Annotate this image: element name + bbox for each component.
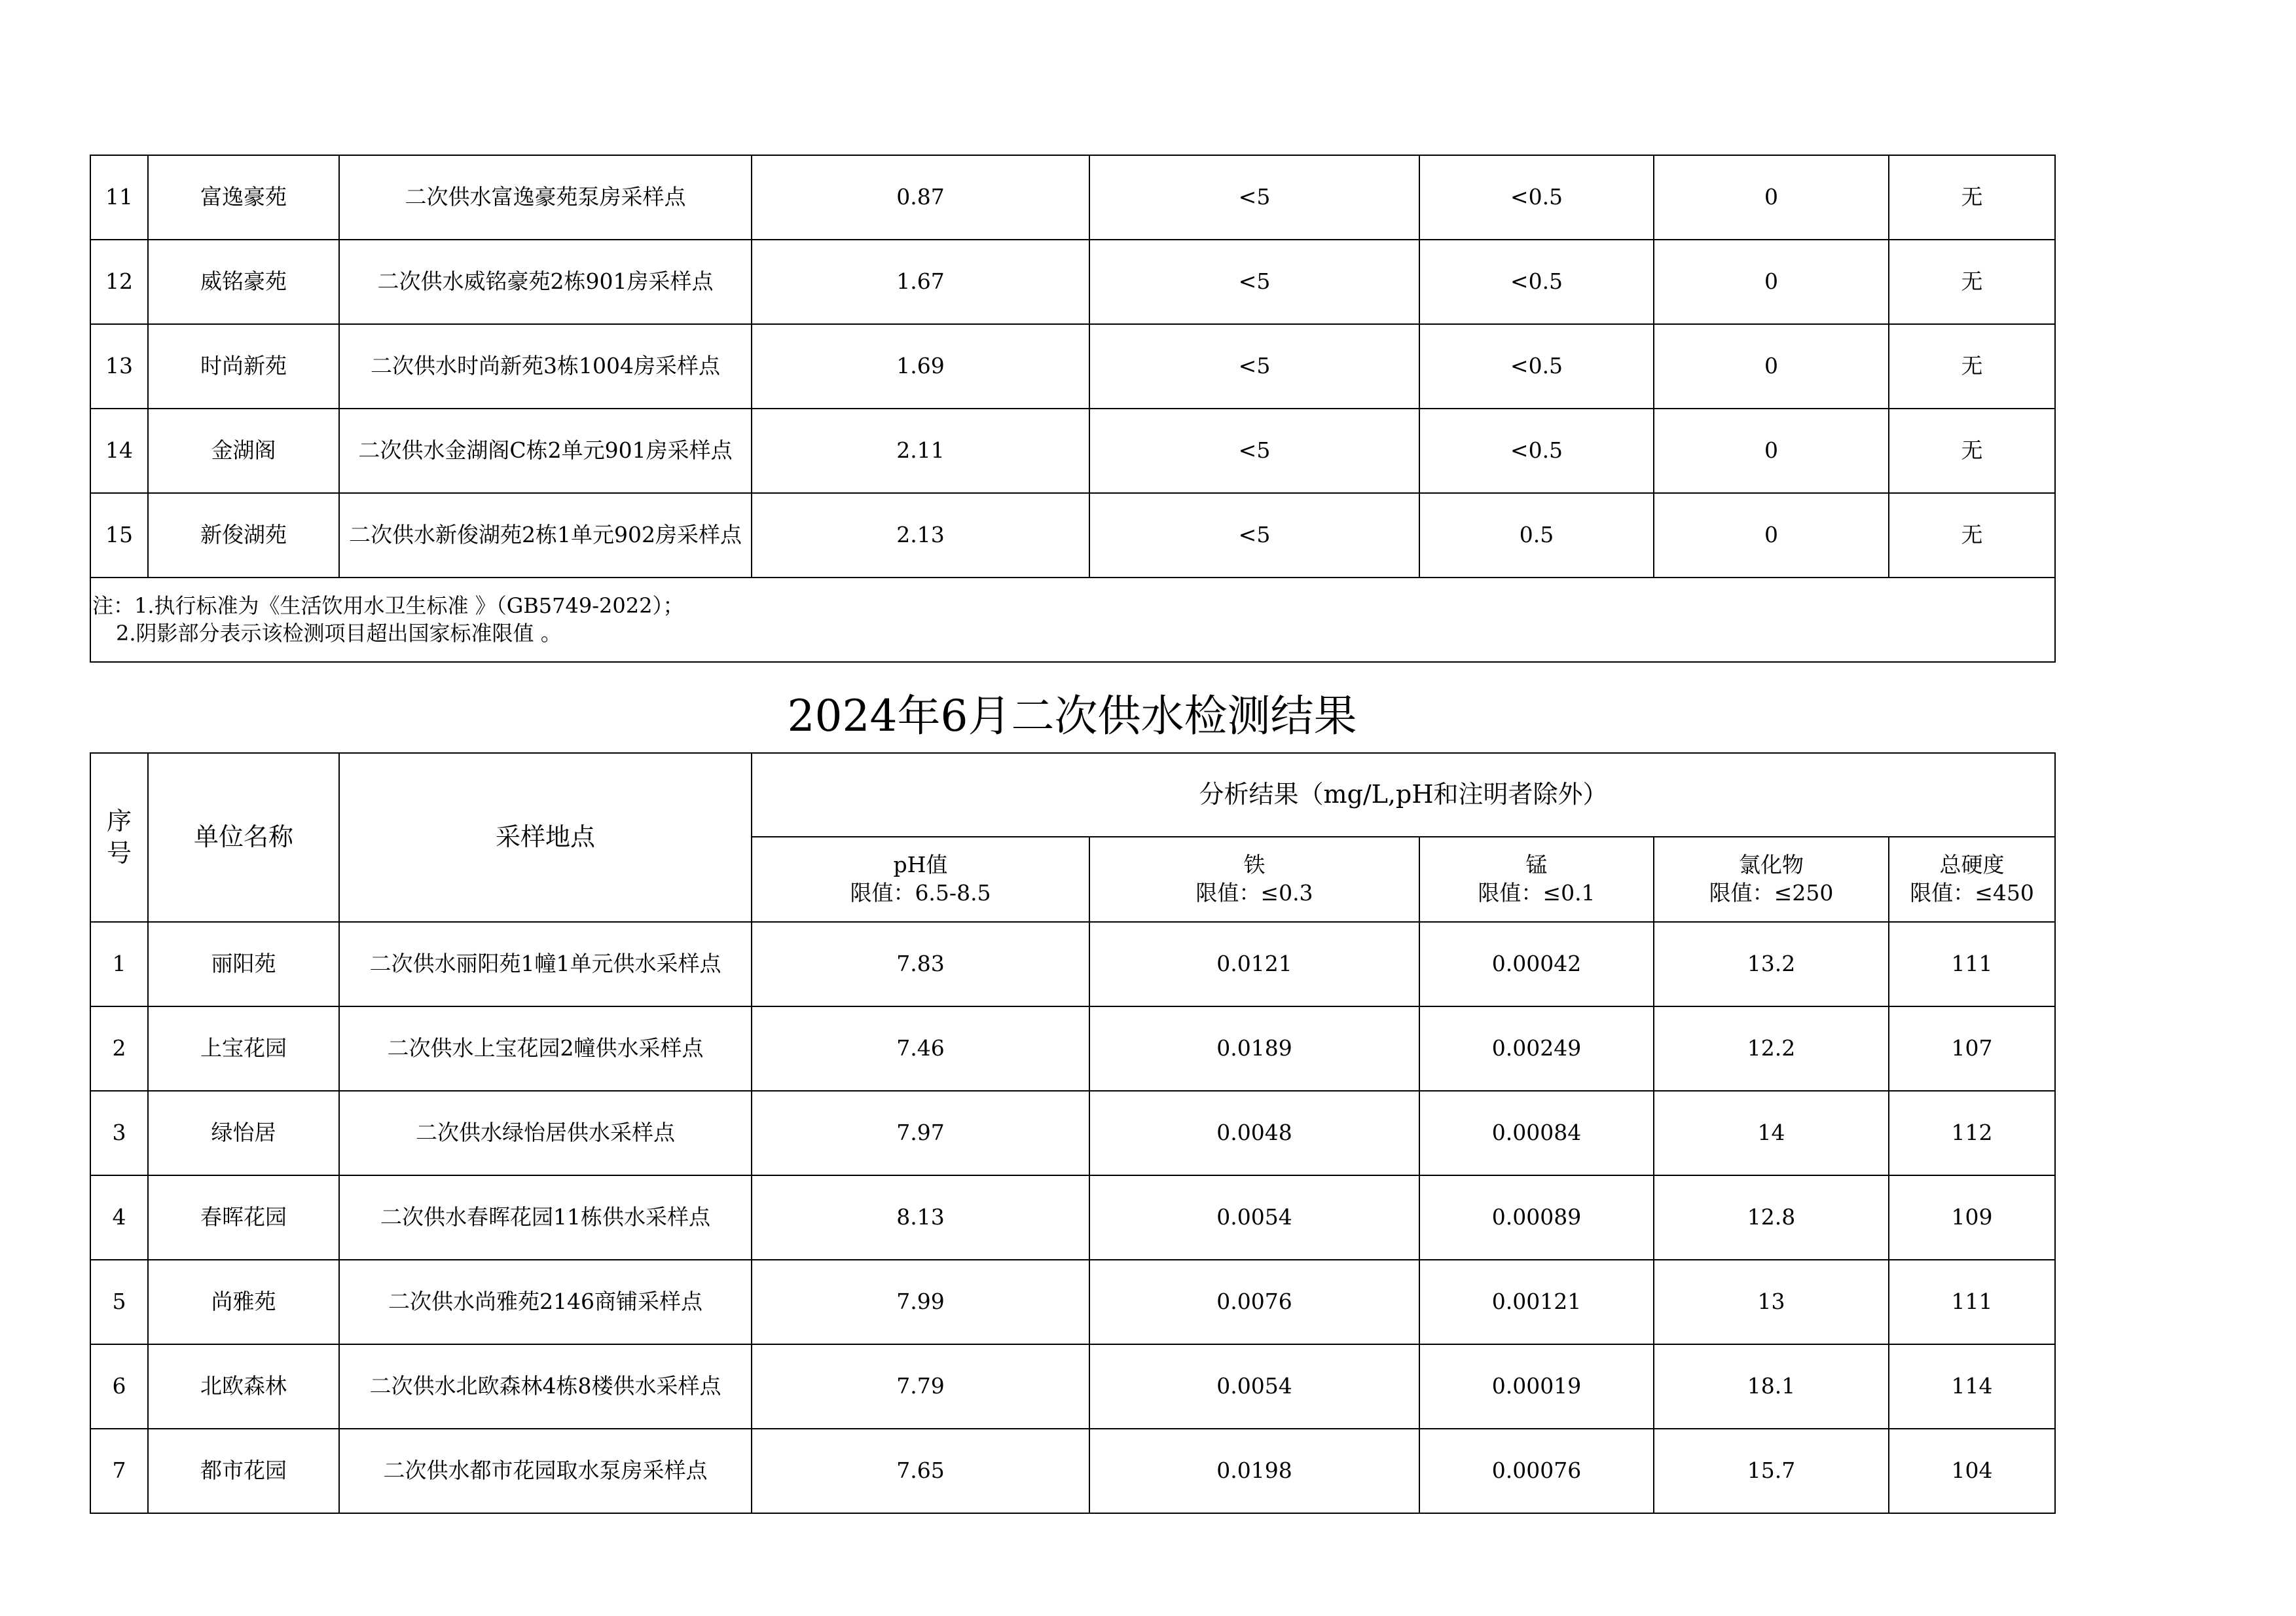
table-cell: 7 (90, 1429, 148, 1513)
col-limit: 限值：≤250 (1709, 880, 1834, 906)
table-cell: 0.00019 (1419, 1344, 1654, 1429)
table-cell: 7.79 (752, 1344, 1089, 1429)
table-cell: 时尚新苑 (148, 324, 339, 409)
table-cell: 7.65 (752, 1429, 1089, 1513)
table-cell: 0.00089 (1419, 1175, 1654, 1260)
table-row (90, 1091, 2055, 1175)
col-name: 氯化物 (1739, 852, 1804, 878)
table-cell: 107 (1889, 1006, 2055, 1091)
table-row (90, 1260, 2055, 1344)
table-cell: 春晖花园 (148, 1175, 339, 1260)
table-cell: 0.0189 (1089, 1006, 1419, 1091)
table-cell: 13 (90, 324, 148, 409)
table-cell: 金湖阁 (148, 409, 339, 493)
header-unit: 单位名称 (148, 753, 339, 922)
table-cell: 0.00084 (1419, 1091, 1654, 1175)
table-cell: 上宝花园 (148, 1006, 339, 1091)
table-cell: 0.00076 (1419, 1429, 1654, 1513)
table-cell: 7.99 (752, 1260, 1089, 1344)
table-cell: 0.0121 (1089, 922, 1419, 1006)
table-cell: <5 (1089, 493, 1419, 578)
table-cell: 14 (1654, 1091, 1889, 1175)
table-cell: 14 (90, 409, 148, 493)
table-cell: 1.67 (752, 240, 1089, 324)
table-cell: 尚雅苑 (148, 1260, 339, 1344)
header-col (1089, 837, 1419, 922)
table-cell: 0 (1654, 493, 1889, 578)
table-cell: 12.8 (1654, 1175, 1889, 1260)
table-cell: <5 (1089, 155, 1419, 240)
table-row (90, 240, 2055, 324)
table-cell: 104 (1889, 1429, 2055, 1513)
col-name: 总硬度 (1939, 852, 2005, 878)
table-cell: 2.13 (752, 493, 1089, 578)
note-1: 注：1.执行标准为《生活饮用水卫生标准 》（GB5749-2022）； (92, 593, 684, 618)
table-cell: 0.00249 (1419, 1006, 1654, 1091)
table-cell: 0.87 (752, 155, 1089, 240)
table-cell: 7.97 (752, 1091, 1089, 1175)
table-cell: 富逸豪苑 (148, 155, 339, 240)
table-cell: 12 (90, 240, 148, 324)
header-location: 采样地点 (339, 753, 752, 922)
table-cell: 0 (1654, 409, 1889, 493)
table-cell: <0.5 (1419, 240, 1654, 324)
col-limit: 限值：≤0.3 (1195, 880, 1313, 906)
table-cell: 7.46 (752, 1006, 1089, 1091)
table-cell: 0.0054 (1089, 1175, 1419, 1260)
table-row (90, 409, 2055, 493)
table-cell: 0.0048 (1089, 1091, 1419, 1175)
table-cell: <5 (1089, 324, 1419, 409)
table-cell: 无 (1889, 409, 2055, 493)
table-cell: 二次供水金湖阁C栋2单元901房采样点 (339, 409, 752, 493)
table-cell: 111 (1889, 922, 2055, 1006)
col-limit: 限值：6.5-8.5 (850, 880, 991, 906)
table-cell: 都市花园 (148, 1429, 339, 1513)
table-cell: 7.83 (752, 922, 1089, 1006)
table-cell: 13.2 (1654, 922, 1889, 1006)
table-cell: 5 (90, 1260, 148, 1344)
table-cell: 4 (90, 1175, 148, 1260)
table-cell: 威铭豪苑 (148, 240, 339, 324)
table-cell: <5 (1089, 240, 1419, 324)
header-analysis: 分析结果（mg/L,pH和注明者除外） (752, 753, 2055, 837)
note-2: 2.阴影部分表示该检测项目超出国家标准限值 。 (116, 620, 562, 646)
table-cell: <0.5 (1419, 324, 1654, 409)
table-cell: 0.5 (1419, 493, 1654, 578)
table-cell: 1 (90, 922, 148, 1006)
col-name: 锰 (1525, 852, 1548, 878)
table-cell: 0 (1654, 324, 1889, 409)
header-col (1419, 837, 1654, 922)
table-row (90, 1429, 2055, 1513)
table-row (90, 1175, 2055, 1260)
page-title: 2024年6月二次供水检测结果 (787, 691, 1357, 741)
table-cell: 二次供水北欧森林4栋8楼供水采样点 (339, 1344, 752, 1429)
table-cell: 6 (90, 1344, 148, 1429)
table-cell: 二次供水新俊湖苑2栋1单元902房采样点 (339, 493, 752, 578)
table-cell: 11 (90, 155, 148, 240)
col-limit: 限值：≤0.1 (1478, 880, 1595, 906)
table-cell: 0.0054 (1089, 1344, 1419, 1429)
table-cell: <0.5 (1419, 409, 1654, 493)
table-cell: 二次供水尚雅苑2146商铺采样点 (339, 1260, 752, 1344)
table-cell: 二次供水都市花园取水泵房采样点 (339, 1429, 752, 1513)
table-cell: 无 (1889, 240, 2055, 324)
table-cell: 丽阳苑 (148, 922, 339, 1006)
header-seq: 序号 (90, 753, 148, 922)
table-cell: 12.2 (1654, 1006, 1889, 1091)
table-cell: 0.0198 (1089, 1429, 1419, 1513)
table-cell: 15 (90, 493, 148, 578)
table-row (90, 922, 2055, 1006)
table-cell: 二次供水时尚新苑3栋1004房采样点 (339, 324, 752, 409)
table-cell: 无 (1889, 493, 2055, 578)
table-cell: 111 (1889, 1260, 2055, 1344)
table-cell: 112 (1889, 1091, 2055, 1175)
table-cell: 二次供水威铭豪苑2栋901房采样点 (339, 240, 752, 324)
table-cell: 3 (90, 1091, 148, 1175)
table-cell: 2 (90, 1006, 148, 1091)
table-cell: 0 (1654, 155, 1889, 240)
table-cell: 15.7 (1654, 1429, 1889, 1513)
table-cell: 8.13 (752, 1175, 1089, 1260)
results-table (90, 752, 2056, 1514)
col-limit: 限值：≤450 (1910, 880, 2034, 906)
col-name: pH值 (893, 852, 948, 878)
notes-cell (90, 578, 2055, 662)
table-cell: 二次供水富逸豪苑泵房采样点 (339, 155, 752, 240)
table-cell: 0 (1654, 240, 1889, 324)
table-cell: 0.0076 (1089, 1260, 1419, 1344)
table-cell: 1.69 (752, 324, 1089, 409)
table-cell: 114 (1889, 1344, 2055, 1429)
header-col (1889, 837, 2055, 922)
table-cell: 2.11 (752, 409, 1089, 493)
table-cell: 北欧森林 (148, 1344, 339, 1429)
table-row (90, 324, 2055, 409)
table-cell: <5 (1089, 409, 1419, 493)
table-cell: 二次供水上宝花园2幢供水采样点 (339, 1006, 752, 1091)
table-cell: 二次供水绿怡居供水采样点 (339, 1091, 752, 1175)
table-cell: 新俊湖苑 (148, 493, 339, 578)
table-row (90, 493, 2055, 578)
table-cell: 无 (1889, 155, 2055, 240)
header-col (1654, 837, 1889, 922)
table-cell: 0.00121 (1419, 1260, 1654, 1344)
table-cell: 13 (1654, 1260, 1889, 1344)
table-cell: 二次供水丽阳苑1幢1单元供水采样点 (339, 922, 752, 1006)
header-col (752, 837, 1089, 922)
table-cell: 无 (1889, 324, 2055, 409)
table-cell: 18.1 (1654, 1344, 1889, 1429)
previous-results-table (90, 155, 2056, 663)
table-cell: 二次供水春晖花园11栋供水采样点 (339, 1175, 752, 1260)
table-cell: 绿怡居 (148, 1091, 339, 1175)
table-row (90, 1006, 2055, 1091)
table-cell: <0.5 (1419, 155, 1654, 240)
table-cell: 0.00042 (1419, 922, 1654, 1006)
table-cell: 109 (1889, 1175, 2055, 1260)
table-row (90, 155, 2055, 240)
table-row (90, 1344, 2055, 1429)
col-name: 铁 (1243, 852, 1266, 878)
